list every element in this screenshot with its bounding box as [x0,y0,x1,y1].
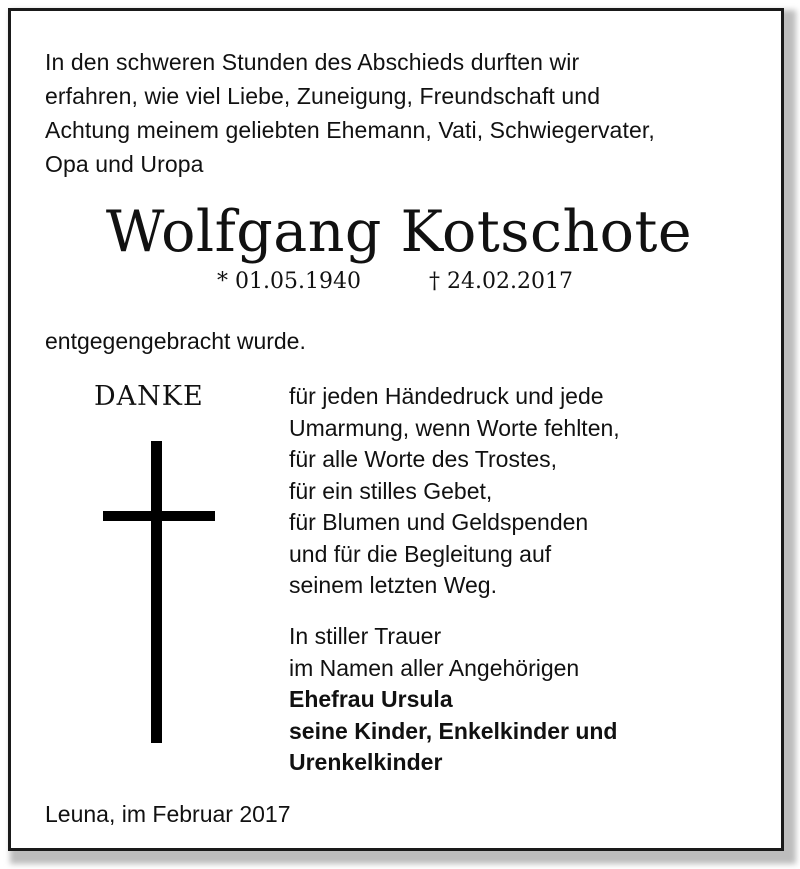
mourning-signature [289,621,617,779]
cross-vertical-bar [151,441,162,743]
family-line: Urenkelkinder [289,749,443,775]
thanks-line: für jeden Händedruck und jede [289,383,604,409]
thanks-line: Umarmung, wenn Worte fehlten, [289,414,620,441]
place-date: Leuna, im Februar 2017 [45,801,291,827]
obituary-notice [8,8,784,851]
intro-text [45,45,765,181]
thanks-line: für alle Worte des Trostes, [289,446,558,472]
thanks-text [289,381,620,602]
intro-line: Opa und Uropa [45,151,204,177]
intro-line: erfahren, wie viel Liebe, Zuneigung, Freundschaft und [45,83,601,109]
thanks-line: für ein stilles Gebet, [289,477,493,504]
mourning-line: im Namen aller Angehörigen [289,654,580,681]
family-line: Ehefrau Ursula [289,686,453,712]
birth-date: * 01.05.1940 [217,269,361,294]
mourning-line: In stiller Trauer [289,623,442,649]
thanks-line: für Blumen und Geldspenden [289,509,589,535]
danke-heading: DANKE [94,381,204,412]
thanks-line: seinem letzten Weg. [289,572,497,598]
family-line: seine Kinder, Enkelkinder und [289,717,618,744]
intro-line: Achtung meinem geliebten Ehemann, Vati, Schwiegervater, [45,117,655,143]
cross-horizontal-bar [103,511,215,521]
deceased-name: Wolfgang Kotschote [105,199,693,265]
death-date: † 24.02.2017 [429,269,573,294]
continuation-text: entgegengebracht wurde. [45,328,306,354]
thanks-line: und für die Begleitung auf [289,540,552,567]
intro-line: In den schweren Stunden des Abschieds durften wir [45,49,580,75]
